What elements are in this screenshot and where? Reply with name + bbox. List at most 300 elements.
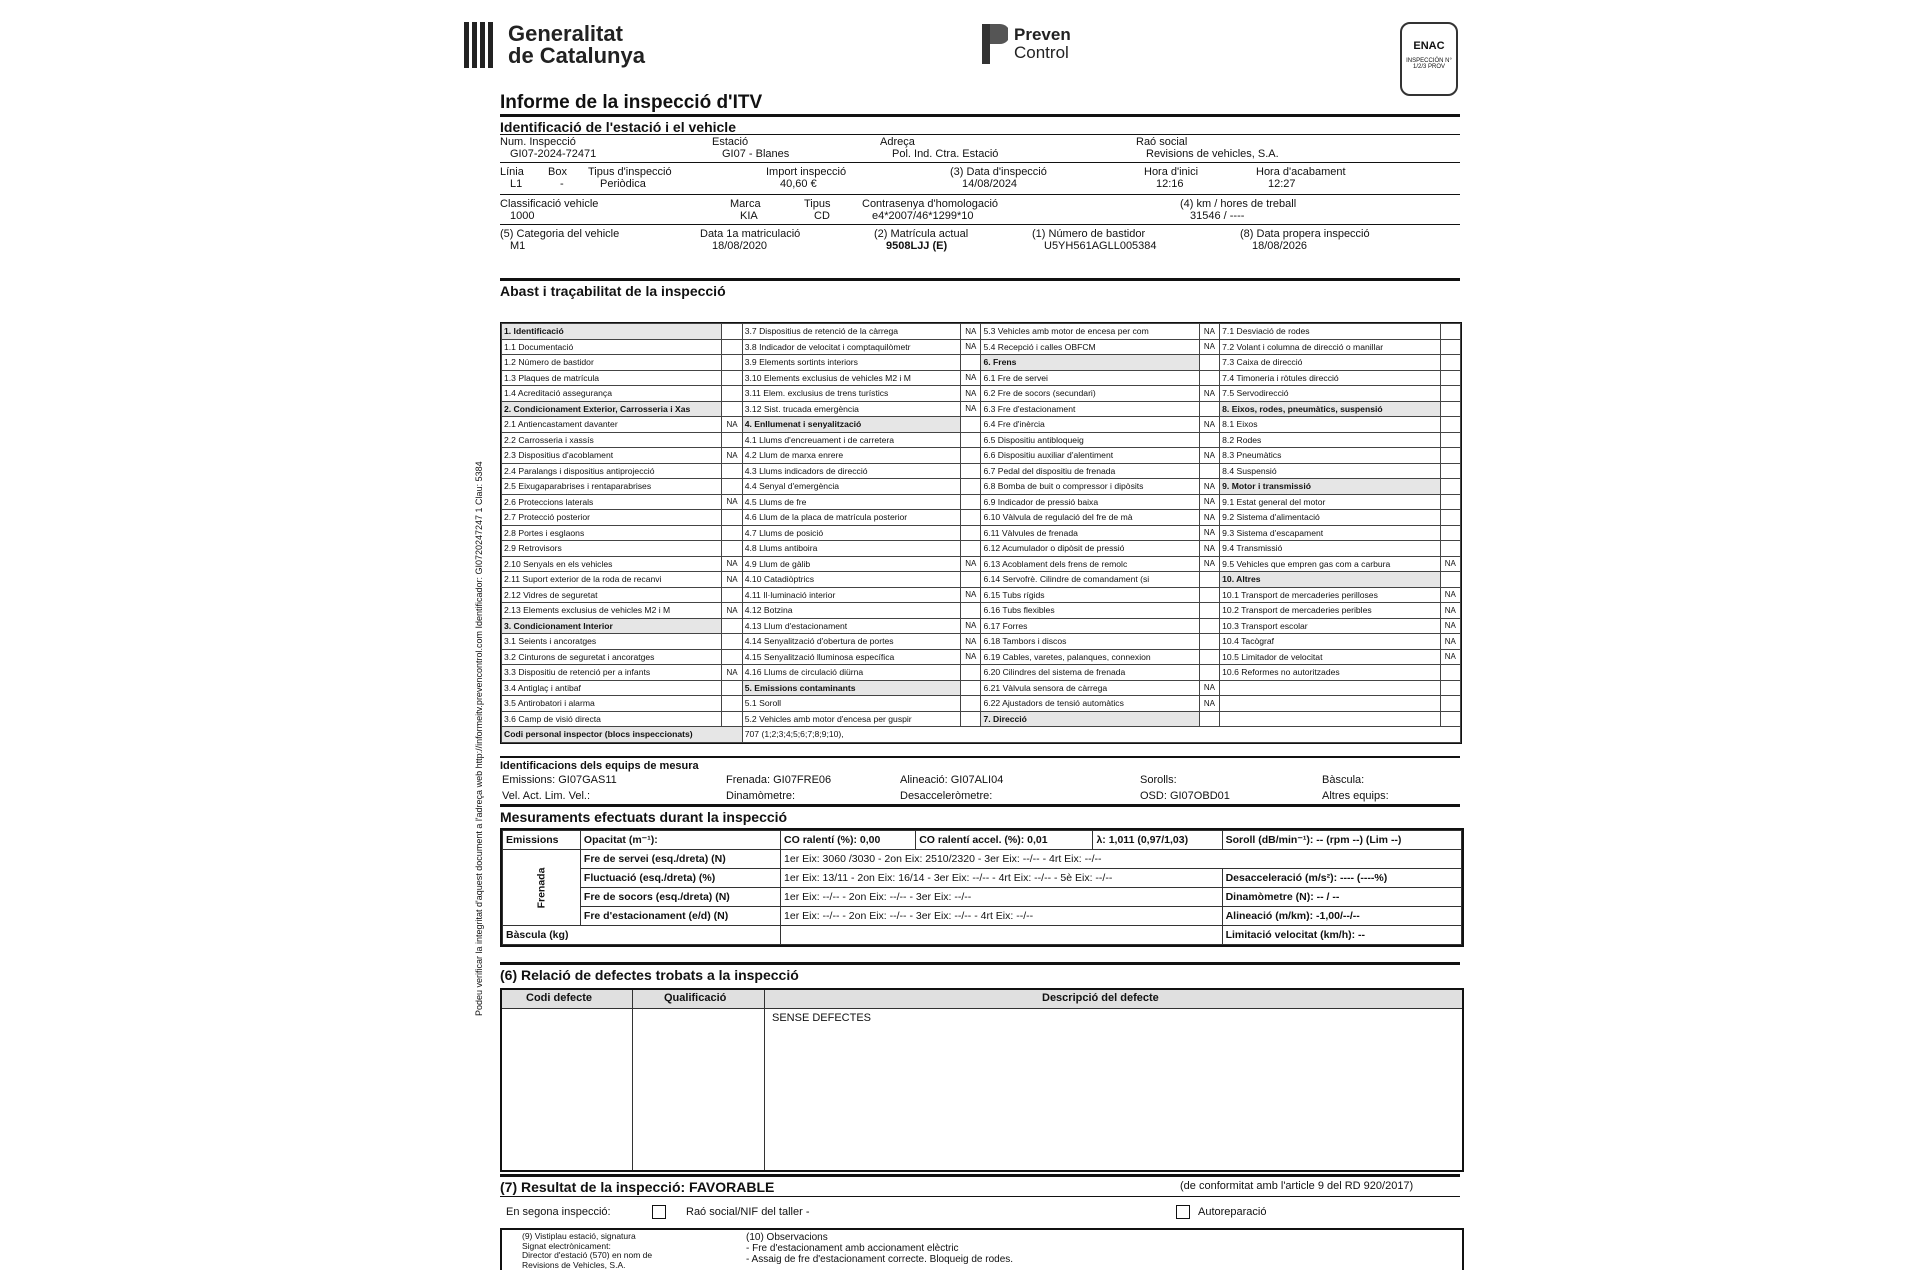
checklist-status: NA <box>1199 556 1219 572</box>
data-matric-label: Data 1a matriculació <box>700 228 800 240</box>
checklist-item: 6.9 Indicador de pressió baixa <box>981 494 1199 510</box>
checklist-status: NA <box>1440 618 1460 634</box>
checklist-item: 4. Enllumenat i senyalització <box>742 417 960 433</box>
checklist-status: NA <box>1199 324 1219 340</box>
checklist-status <box>1199 665 1219 681</box>
checklist-status <box>1440 386 1460 402</box>
checklist-status: NA <box>1440 634 1460 650</box>
checklist-item: 4.8 Llums antiboira <box>742 541 960 557</box>
checklist-status <box>1199 355 1219 371</box>
linia-value: L1 <box>510 178 522 190</box>
checklist-status <box>1440 370 1460 386</box>
checklist-item: 10.2 Transport de mercaderies peribles <box>1220 603 1440 619</box>
rao-label: Raó social <box>1136 136 1187 148</box>
checklist-status <box>1199 618 1219 634</box>
checklist-item: 8.1 Eixos <box>1220 417 1440 433</box>
checklist-status <box>722 324 742 340</box>
checklist-item: 2.9 Retrovisors <box>502 541 722 557</box>
checklist-item: 6.5 Dispositiu antibloqueig <box>981 432 1199 448</box>
sign-line1: (9) Vistiplau estació, signatura <box>522 1232 652 1242</box>
checklist-status <box>1199 649 1219 665</box>
checklist-item: 6.19 Cables, varetes, palanques, connexion <box>981 649 1199 665</box>
checklist-status <box>961 494 981 510</box>
checklist-row <box>502 448 1461 464</box>
checklist-row <box>502 603 1461 619</box>
checklist-item: 3.4 Antiglaç i antibaf <box>502 680 722 696</box>
checklist-status: NA <box>1199 510 1219 526</box>
tipus-insp-value: Periòdica <box>600 178 646 190</box>
soroll: Soroll (dB/min⁻¹): -- (rpm --) (Lim --) <box>1226 834 1402 846</box>
num-label: Num. Inspecció <box>500 136 576 148</box>
checklist-item: 6.7 Pedal del dispositiu de frenada <box>981 463 1199 479</box>
enac-seal <box>1400 22 1458 96</box>
contra-value: e4*2007/46*1299*10 <box>872 210 974 222</box>
bastidor-value: U5YH561AGLL005384 <box>1044 240 1157 252</box>
checklist-item: 1. Identificació <box>502 324 722 340</box>
checklist-status <box>722 696 742 712</box>
defect-row: SENSE DEFECTES <box>772 1012 871 1024</box>
checklist-item: 6.22 Ajustadors de tensió automàtics <box>981 696 1199 712</box>
checklist-row <box>502 649 1461 665</box>
hora-inici-label: Hora d'inici <box>1144 166 1198 178</box>
matricula-value: 9508LJJ (E) <box>886 240 947 252</box>
checklist-row <box>502 587 1461 603</box>
checklist-status <box>1440 510 1460 526</box>
checklist-item <box>1220 680 1440 696</box>
checklist-item: 4.16 Llums de circulació diürna <box>742 665 960 681</box>
data-label: (3) Data d'inspecció <box>950 166 1047 178</box>
checklist-row <box>502 355 1461 371</box>
checklist-status <box>961 448 981 464</box>
divider <box>764 990 765 1170</box>
resultat-note: (de conformitat amb l'article 9 del RD 920/2017) <box>1180 1180 1413 1192</box>
checklist-row <box>502 634 1461 650</box>
equip-frenada: Frenada: GI07FRE06 <box>726 774 831 786</box>
checklist-item: 3.5 Antirobatori i alarma <box>502 696 722 712</box>
checklist-row <box>502 618 1461 634</box>
codi-personal-value: 707 (1;2;3;4;5;6;7;8;9;10), <box>742 727 1460 743</box>
checklist-status: NA <box>961 618 981 634</box>
adreca-value: Pol. Ind. Ctra. Estació <box>892 148 998 160</box>
categoria-value: M1 <box>510 240 525 252</box>
col-qual: Qualificació <box>664 992 726 1004</box>
checklist-item: 9. Motor i transmissió <box>1220 479 1440 495</box>
preven-line1: Preven <box>1014 26 1071 44</box>
defectes-section-title: (6) Relació de defectes trobats a la inspecció <box>500 962 1460 983</box>
checklist-item: 6.12 Acumulador o dipòsit de pressió <box>981 541 1199 557</box>
checklist-item: 10. Altres <box>1220 572 1440 588</box>
equip-emissions: Emissions: GI07GAS11 <box>502 774 617 786</box>
checklist-item: 5.2 Vehicles amb motor d'encesa per guspir <box>742 711 960 727</box>
checklist-item <box>1220 696 1440 712</box>
checklist-row <box>502 432 1461 448</box>
checklist-status <box>722 541 742 557</box>
checklist-item: 3.1 Seients i ancoratges <box>502 634 722 650</box>
checklist-status <box>1440 355 1460 371</box>
checklist-item: 4.10 Catadiòptrics <box>742 572 960 588</box>
checklist-status <box>961 510 981 526</box>
measurements-table <box>500 828 1464 947</box>
data-matric-value: 18/08/2020 <box>712 240 767 252</box>
checklist-item: 7.4 Timoneria i ròtules direcció <box>1220 370 1440 386</box>
preven-line2: Control <box>1014 44 1071 62</box>
equip-dinamometre: Dinamòmetre: <box>726 790 795 802</box>
checklist-status <box>1440 448 1460 464</box>
checklist-item: 6.14 Servofrè. Cilindre de comandament (si <box>981 572 1199 588</box>
obs-title: (10) Observacions <box>746 1232 1013 1243</box>
checklist-item: 4.9 Llum de gàlib <box>742 556 960 572</box>
checklist-status <box>1199 603 1219 619</box>
checklist-status <box>722 355 742 371</box>
checklist-status <box>961 572 981 588</box>
sign-line3: Director d'estació (570) en nom de <box>522 1251 652 1261</box>
checklist-status <box>722 525 742 541</box>
checklist-item: 10.1 Transport de mercaderies perilloses <box>1220 587 1440 603</box>
checklist-status <box>722 370 742 386</box>
checklist-item: 6.16 Tubs flexibles <box>981 603 1199 619</box>
checklist-status: NA <box>961 339 981 355</box>
checklist-item: 9.3 Sistema d'escapament <box>1220 525 1440 541</box>
data-value: 14/08/2024 <box>962 178 1017 190</box>
checklist-status <box>1199 572 1219 588</box>
checklist-status: NA <box>1440 649 1460 665</box>
limitacio-value: Limitació velocitat (km/h): -- <box>1226 929 1365 941</box>
checklist-item: 3.11 Elem. exclusius de trens turístics <box>742 386 960 402</box>
checklist-status: NA <box>961 401 981 417</box>
checklist-item: 3. Condicionament Interior <box>502 618 722 634</box>
checklist-status: NA <box>1199 525 1219 541</box>
checklist-row <box>502 572 1461 588</box>
checklist-row <box>502 463 1461 479</box>
checklist-status: NA <box>722 417 742 433</box>
checklist-status <box>722 618 742 634</box>
resultat-section-title: (7) Resultat de la inspecció: FAVORABLE <box>500 1174 1460 1195</box>
checklist-item: 2.6 Proteccions laterals <box>502 494 722 510</box>
checklist-status: NA <box>722 556 742 572</box>
checklist-item: 6.4 Fre d'inèrcia <box>981 417 1199 433</box>
enac-sub: INSPECCIÓN N° 1/2/3 PROV <box>1402 58 1456 70</box>
checklist-item: 4.15 Senyalització lluminosa específica <box>742 649 960 665</box>
checklist-status <box>722 339 742 355</box>
checklist-status <box>722 510 742 526</box>
checklist-item: 7.3 Caixa de direcció <box>1220 355 1440 371</box>
checklist-status: NA <box>1199 448 1219 464</box>
checklist-status: NA <box>961 324 981 340</box>
equip-altres: Altres equips: <box>1322 790 1389 802</box>
checklist-item: 2.1 Antiencastament davanter <box>502 417 722 433</box>
tipus-value: CD <box>814 210 830 222</box>
gencat-logo <box>464 22 645 68</box>
fre-servei-value: 1er Eix: 3060 /3030 - 2on Eix: 2510/2320 - 3er Eix: --/-- - 4rt Eix: --/-- <box>781 850 1462 869</box>
checklist-status <box>722 587 742 603</box>
checklist-item <box>1220 711 1440 727</box>
opacitat: Opacitat (m⁻¹): <box>584 834 658 846</box>
checklist-status <box>1199 711 1219 727</box>
rao-value: Revisions de vehicles, S.A. <box>1146 148 1279 160</box>
inspection-checklist <box>500 322 1462 744</box>
col-desc: Descripció del defecte <box>1042 992 1159 1004</box>
desacc-value: Desacceleració (m/s²): ---- (----%) <box>1226 872 1388 884</box>
adreca-label: Adreça <box>880 136 915 148</box>
checklist-status: NA <box>722 665 742 681</box>
estacio-label: Estació <box>712 136 748 148</box>
checklist-row <box>502 339 1461 355</box>
checklist-item: 2.5 Eixugaparabrises i rentaparabrises <box>502 479 722 495</box>
checklist-item: 10.6 Reformes no autoritzades <box>1220 665 1440 681</box>
checklist-status: NA <box>1440 556 1460 572</box>
checklist-status: NA <box>722 603 742 619</box>
checklist-item: 4.7 Llums de posició <box>742 525 960 541</box>
checklist-row <box>502 665 1461 681</box>
checklist-item: 3.7 Dispositius de retenció de la càrrega <box>742 324 960 340</box>
checklist-status <box>961 680 981 696</box>
abast-section-title: Abast i traçabilitat de la inspecció <box>500 278 1460 299</box>
sign-line2: Signat electrònicament: <box>522 1242 652 1252</box>
checklist-status <box>1440 417 1460 433</box>
rao-nif-label: Raó social/NIF del taller - <box>686 1206 810 1218</box>
bastidor-label: (1) Número de bastidor <box>1032 228 1145 240</box>
classif-value: 1000 <box>510 210 534 222</box>
checklist-item: 4.14 Senyalització d'obertura de portes <box>742 634 960 650</box>
emissions-label: Emissions <box>506 834 559 846</box>
checklist-status <box>1440 572 1460 588</box>
checklist-item: 2.10 Senyals en els vehicles <box>502 556 722 572</box>
checklist-item: 2. Condicionament Exterior, Carrosseria i Xas <box>502 401 722 417</box>
hora-acab-label: Hora d'acabament <box>1256 166 1346 178</box>
checklist-status: NA <box>722 572 742 588</box>
checklist-row <box>502 525 1461 541</box>
checklist-item: 9.2 Sistema d'alimentació <box>1220 510 1440 526</box>
alineacio-value: Alineació (m/km): -1,00/--/-- <box>1226 910 1360 922</box>
checklist-item: 7.2 Volant i columna de direcció o manillar <box>1220 339 1440 355</box>
checklist-item: 8.3 Pneumàtics <box>1220 448 1440 464</box>
divider <box>500 224 1460 225</box>
checklist-status: NA <box>1440 587 1460 603</box>
codi-personal-row <box>502 727 1461 743</box>
prevencontrol-logo <box>980 22 1071 66</box>
lambda: λ: 1,011 (0,97/1,03) <box>1096 834 1188 846</box>
marca-value: KIA <box>740 210 758 222</box>
checklist-item: 6.1 Fre de servei <box>981 370 1199 386</box>
socors-label: Fre de socors (esq./dreta) (N) <box>584 891 730 903</box>
checklist-status <box>961 525 981 541</box>
checklist-status <box>1440 324 1460 340</box>
hora-inici-value: 12:16 <box>1156 178 1184 190</box>
co-accel: CO ralentí accel. (%): 0,01 <box>919 834 1047 846</box>
checklist-item: 4.6 Llum de la placa de matrícula posterior <box>742 510 960 526</box>
co-ralenti: CO ralentí (%): 0,00 <box>784 834 880 846</box>
checklist-item: 4.5 Llums de fre <box>742 494 960 510</box>
matricula-label: (2) Matrícula actual <box>874 228 968 240</box>
checklist-status: NA <box>1199 696 1219 712</box>
checklist-item: 2.2 Carrosseria i xassís <box>502 432 722 448</box>
checklist-item: 6.21 Vàlvula sensora de càrrega <box>981 680 1199 696</box>
bascula-label: Bàscula (kg) <box>506 929 568 941</box>
checklist-status <box>722 401 742 417</box>
propera-value: 18/08/2026 <box>1252 240 1307 252</box>
box-label: Box <box>548 166 567 178</box>
checklist-status: NA <box>961 370 981 386</box>
checklist-status <box>722 463 742 479</box>
tipus-label: Tipus <box>804 198 831 210</box>
checklist-row <box>502 680 1461 696</box>
estac-value: 1er Eix: --/-- - 2on Eix: --/-- - 3er Eix: --/-- - 4rt Eix: --/-- <box>781 907 1223 926</box>
checklist-row <box>502 401 1461 417</box>
checklist-item: 9.5 Vehicles que empren gas com a carbura <box>1220 556 1440 572</box>
checklist-item: 3.3 Dispositiu de retenció per a infants <box>502 665 722 681</box>
checklist-item: 3.2 Cinturons de seguretat i ancoratges <box>502 649 722 665</box>
defects-table <box>500 988 1464 1172</box>
checklist-item: 1.3 Plaques de matrícula <box>502 370 722 386</box>
checklist-status <box>961 355 981 371</box>
checklist-status <box>1199 463 1219 479</box>
checklist-item: 9.4 Transmissió <box>1220 541 1440 557</box>
divider <box>500 134 1460 135</box>
checklist-item: 6.6 Dispositiu auxiliar d'alentiment <box>981 448 1199 464</box>
mesuraments-section-title: Mesuraments efectuats durant la inspecció <box>500 804 1460 825</box>
equip-bascula: Bàscula: <box>1322 774 1364 786</box>
contra-label: Contrasenya d'homologació <box>862 198 998 210</box>
propera-label: (8) Data propera inspecció <box>1240 228 1370 240</box>
checklist-status <box>1440 401 1460 417</box>
checklist-item: 8.4 Suspensió <box>1220 463 1440 479</box>
checklist-row <box>502 510 1461 526</box>
checklist-item: 2.11 Suport exterior de la roda de recanvi <box>502 572 722 588</box>
checklist-item: 6.11 Vàlvules de frenada <box>981 525 1199 541</box>
checklist-item: 3.9 Elements sortints interiors <box>742 355 960 371</box>
checklist-status: NA <box>961 634 981 650</box>
checklist-item: 6.10 Vàlvula de regulació del fre de mà <box>981 510 1199 526</box>
checklist-item: 8. Eixos, rodes, pneumàtics, suspensió <box>1220 401 1440 417</box>
checklist-item: 6.17 Forres <box>981 618 1199 634</box>
fluct-value: 1er Eix: 13/11 - 2on Eix: 16/14 - 3er Eix: --/-- - 4rt Eix: --/-- - 5è Eix: --/-- <box>781 869 1223 888</box>
socors-value: 1er Eix: --/-- - 2on Eix: --/-- - 3er Eix: --/-- <box>781 888 1223 907</box>
checklist-status: NA <box>1199 479 1219 495</box>
equip-desacc: Desacceleròmetre: <box>900 790 992 802</box>
checklist-row <box>502 370 1461 386</box>
checklist-item: 10.3 Transport escolar <box>1220 618 1440 634</box>
equip-vel: Vel. Act. Lim. Vel.: <box>502 790 590 802</box>
frenada-label: Frenada <box>535 867 547 908</box>
checklist-status <box>1199 370 1219 386</box>
divider <box>500 194 1460 195</box>
autoreparacio-checkbox[interactable] <box>1176 1205 1190 1219</box>
checklist-item: 2.4 Paralangs i dispositius antiprojecció <box>502 463 722 479</box>
checklist-item: 5.3 Vehicles amb motor de encesa per com <box>981 324 1199 340</box>
sign-line4: Revisions de Vehicles, S.A. <box>522 1261 652 1270</box>
checklist-status: NA <box>961 556 981 572</box>
autoreparacio-label: Autoreparació <box>1198 1206 1267 1218</box>
checklist-status <box>722 386 742 402</box>
equips-section-title: Identificacions dels equips de mesura <box>500 756 1460 772</box>
box-value: - <box>560 178 564 190</box>
checklist-status: NA <box>961 587 981 603</box>
checklist-status <box>1440 665 1460 681</box>
checklist-item: 3.10 Elements exclusius de vehicles M2 i M <box>742 370 960 386</box>
checklist-status <box>961 711 981 727</box>
km-value: 31546 / ---- <box>1190 210 1244 222</box>
checklist-status <box>1440 541 1460 557</box>
checklist-status <box>722 432 742 448</box>
checklist-item: 6.3 Fre d'estacionament <box>981 401 1199 417</box>
checklist-row <box>502 417 1461 433</box>
checklist-item: 1.4 Acreditació assegurança <box>502 386 722 402</box>
checklist-item: 6. Frens <box>981 355 1199 371</box>
checklist-status: NA <box>1199 339 1219 355</box>
checklist-status <box>961 463 981 479</box>
checklist-item: 8.2 Rodes <box>1220 432 1440 448</box>
divider <box>500 1196 1460 1197</box>
checklist-row <box>502 696 1461 712</box>
checklist-item: 6.18 Tambors i discos <box>981 634 1199 650</box>
checklist-item: 4.1 Llums d'encreuament i de carretera <box>742 432 960 448</box>
checklist-status <box>722 711 742 727</box>
gencat-name-line1: Generalitat <box>508 23 645 45</box>
checklist-status <box>961 665 981 681</box>
estacio-value: GI07 - Blanes <box>722 148 789 160</box>
checklist-item: 4.13 Llum d'estacionament <box>742 618 960 634</box>
checklist-item: 5. Emissions contaminants <box>742 680 960 696</box>
checklist-status: NA <box>722 494 742 510</box>
segona-checkbox[interactable] <box>652 1205 666 1219</box>
divider <box>500 162 1460 163</box>
checklist-status <box>961 541 981 557</box>
checklist-item: 2.12 Vidres de seguretat <box>502 587 722 603</box>
checklist-item: 6.8 Bomba de buit o compressor i dipòsits <box>981 479 1199 495</box>
checklist-status <box>1440 696 1460 712</box>
inspection-report <box>500 16 1460 1260</box>
equip-osd: OSD: GI07OBD01 <box>1140 790 1230 802</box>
marca-label: Marca <box>730 198 761 210</box>
checklist-status <box>1440 711 1460 727</box>
checklist-item: 2.13 Elements exclusius de vehicles M2 i M <box>502 603 722 619</box>
checklist-status <box>1199 401 1219 417</box>
codi-personal-label: Codi personal inspector (blocs inspeccionats) <box>502 727 743 743</box>
obs-line1: - Fre d'estacionament amb accionament elèctric <box>746 1243 1013 1254</box>
checklist-status <box>1440 680 1460 696</box>
checklist-item: 6.20 Cilindres del sistema de frenada <box>981 665 1199 681</box>
checklist-item: 5.1 Soroll <box>742 696 960 712</box>
checklist-status: NA <box>961 386 981 402</box>
checklist-item: 4.2 Llum de marxa enrere <box>742 448 960 464</box>
segona-label: En segona inspecció: <box>506 1206 611 1218</box>
obs-line2: - Assaig de fre d'estacionament correcte. Bloqueig de rodes. <box>746 1254 1013 1265</box>
checklist-item: 10.5 Limitador de velocitat <box>1220 649 1440 665</box>
checklist-item: 10.4 Tacògraf <box>1220 634 1440 650</box>
checklist-status <box>1199 634 1219 650</box>
checklist-status <box>961 479 981 495</box>
checklist-status <box>961 696 981 712</box>
checklist-status <box>1440 479 1460 495</box>
num-value: GI07-2024-72471 <box>510 148 596 160</box>
fluct-label: Fluctuació (esq./dreta) (%) <box>584 872 715 884</box>
gencat-name-line2: de Catalunya <box>508 45 645 67</box>
report-title: Informe de la inspecció d'ITV <box>500 92 762 114</box>
checklist-status <box>961 417 981 433</box>
checklist-item: 1.1 Documentació <box>502 339 722 355</box>
checklist-status <box>722 680 742 696</box>
checklist-item: 3.8 Indicador de velocitat i comptaquilòmetr <box>742 339 960 355</box>
checklist-status <box>1440 463 1460 479</box>
signature-box <box>500 1228 1464 1270</box>
checklist-item: 6.15 Tubs rígids <box>981 587 1199 603</box>
checklist-status: NA <box>961 649 981 665</box>
checklist-status <box>722 479 742 495</box>
categoria-label: (5) Categoria del vehicle <box>500 228 619 240</box>
checklist-status <box>722 634 742 650</box>
classif-label: Classificació vehicle <box>500 198 598 210</box>
checklist-item: 4.3 Llums indicadors de direcció <box>742 463 960 479</box>
